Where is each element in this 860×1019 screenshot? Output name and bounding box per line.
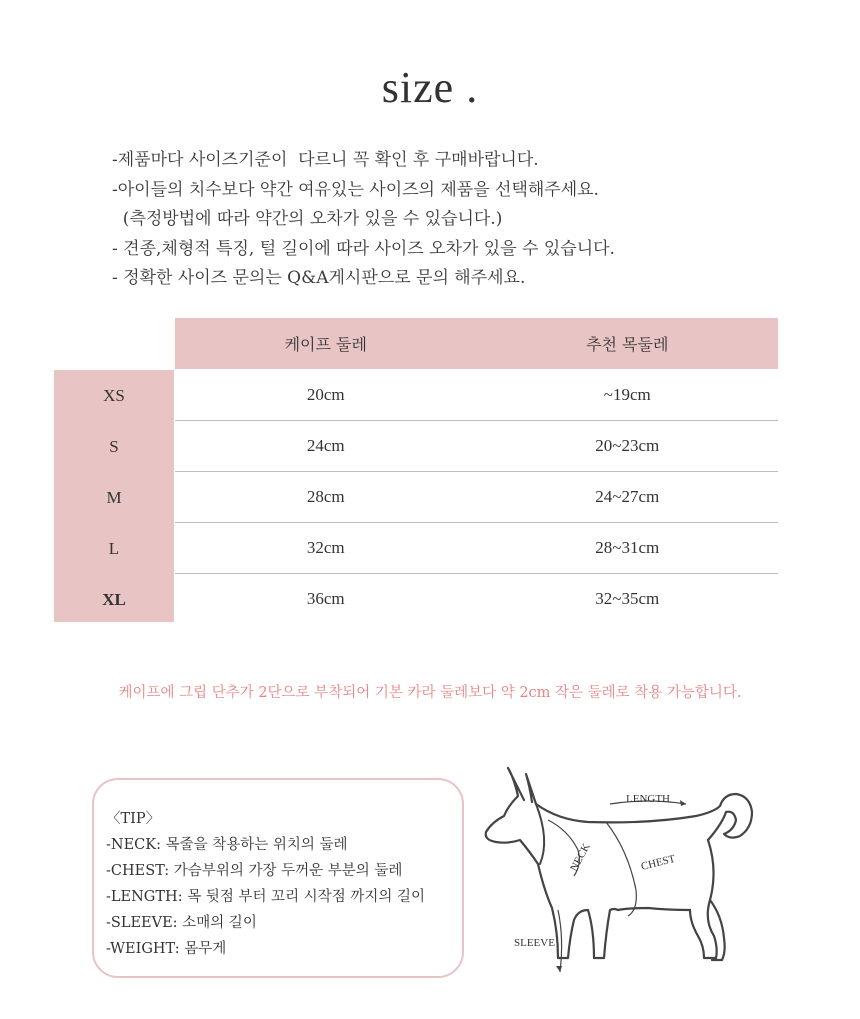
tip-heading: 〈TIP〉 <box>106 811 161 827</box>
dog-head <box>486 768 538 864</box>
header-neck-girth: 추천 목둘레 <box>586 335 669 354</box>
sleeve-arrowhead <box>556 966 562 972</box>
dog-belly <box>618 908 690 910</box>
sleeve-arrow <box>558 910 562 972</box>
size-label: M <box>106 487 122 507</box>
tip-line: -LENGTH: 목 뒷점 부터 꼬리 시작점 까지의 길이 <box>106 889 425 905</box>
sleeve-label: SLEEVE <box>514 937 555 949</box>
dog-back-leg <box>690 840 725 960</box>
size-label: S <box>109 436 119 456</box>
length-label: LENGTH <box>626 793 670 805</box>
note-line: - 정확한 사이즈 문의는 Q&A게시판으로 문의 해주세요. <box>112 268 526 288</box>
table-row <box>175 574 778 624</box>
cape-cell: 20cm <box>306 385 345 404</box>
table-row <box>175 523 778 574</box>
table-row <box>175 472 778 523</box>
dog-measurement-diagram <box>478 760 778 1000</box>
size-table <box>175 370 778 624</box>
note-line: -아이들의 치수보다 약간 여유있는 사이즈의 제품을 선택해주세요. <box>112 179 599 200</box>
fit-notice: 케이프에 그립 단추가 2단으로 부착되어 기본 카라 둘레보다 약 2cm 작은 둘레로 착용 가능합니다. <box>118 685 742 701</box>
cape-cell: 32cm <box>306 538 345 557</box>
table-header <box>175 318 778 369</box>
tip-line: -WEIGHT: 몸무게 <box>106 941 227 957</box>
neck-cell: 24~27cm <box>595 487 660 506</box>
tip-line: -NECK: 목줄을 착용하는 위치의 둘레 <box>106 837 348 853</box>
table-row <box>175 370 778 421</box>
note-line: -제품마다 사이즈기준이 다르니 꼭 확인 후 구매바랍니다. <box>112 150 539 170</box>
size-notes <box>112 146 615 294</box>
dog-collar <box>536 804 544 864</box>
table-row <box>175 421 778 472</box>
length-arrowhead <box>680 800 686 806</box>
tip-line: -CHEST: 가슴부위의 가장 두꺼운 부분의 둘레 <box>106 863 403 879</box>
tip-line: -SLEEVE: 소매의 길이 <box>106 915 257 931</box>
neck-cell: 32~35cm <box>595 589 660 608</box>
neck-cell: 20~23cm <box>595 436 660 455</box>
size-column <box>54 370 174 622</box>
note-line: - 견종,체형적 특징, 털 길이에 따라 사이즈 오차가 있을 수 있습니다. <box>112 238 615 259</box>
note-line: (측정방법에 따라 약간의 오차가 있을 수 있습니다.) <box>112 209 503 229</box>
cape-cell: 36cm <box>306 589 345 608</box>
cape-cell: 24cm <box>306 436 345 455</box>
page-title: size . <box>381 63 479 112</box>
neck-label: NECK <box>568 841 593 874</box>
tip-box <box>92 778 464 978</box>
chest-label: CHEST <box>639 852 677 873</box>
cape-cell: 28cm <box>306 487 345 506</box>
chest-ring <box>606 822 636 916</box>
neck-cell: ~19cm <box>603 385 651 404</box>
header-cape-girth: 케이프 둘레 <box>284 335 367 354</box>
neck-cell: 28~31cm <box>595 538 660 557</box>
size-label: XS <box>103 385 125 405</box>
size-label: L <box>108 538 120 558</box>
size-label: XL <box>102 589 126 609</box>
